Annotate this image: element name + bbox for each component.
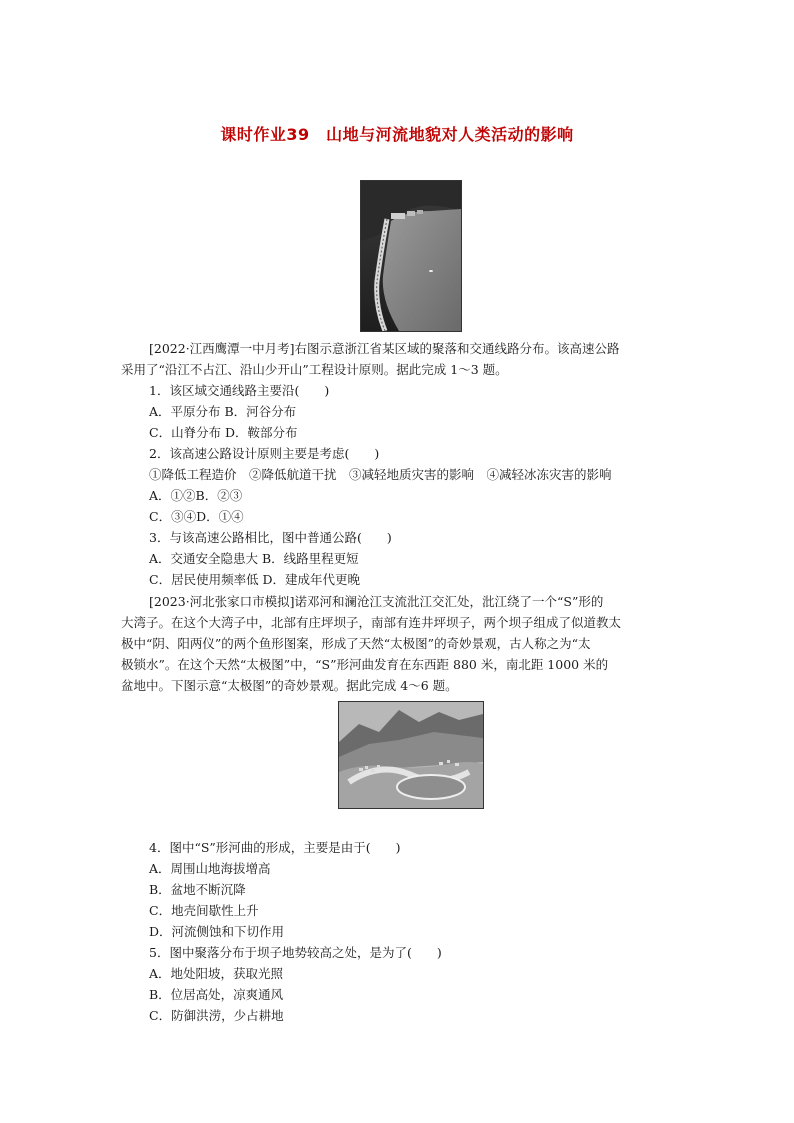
question-line: 1．该区域交通线路主要沿( ): [149, 383, 330, 398]
option-line: C．防御洪涝，少占耕地: [149, 1008, 284, 1023]
page-title: 课时作业39 山地与河流地貌对人类活动的影响: [220, 125, 574, 144]
highway-river-illustration: [361, 181, 461, 331]
option-line: A．交通安全隐患大 B．线路里程更短: [149, 551, 359, 566]
text-line: 采用了“沿江不占江、沿山少开山”工程设计原则。据此完成 1～3 题。: [121, 362, 508, 377]
statement-line: ①降低工程造价 ②降低航道干扰 ③减轻地质灾害的影响 ④减轻冰冻灾害的影响: [149, 467, 612, 482]
option-line: C．③④D．①④: [149, 509, 244, 524]
taiji-landscape-illustration: [339, 702, 483, 808]
option-line: B．盆地不断沉降: [149, 882, 246, 897]
option-line: C．地壳间歇性上升: [149, 903, 259, 918]
text-line: 极中“阴、阳两仪”的两个鱼形图案，形成了天然“太极图”的奇妙景观，古人称之为“太: [121, 636, 591, 651]
option-line: A．周围山地海拔增高: [149, 861, 271, 876]
option-line: B．位居高处，凉爽通风: [149, 987, 284, 1002]
option-line: A．平原分布 B．河谷分布: [149, 404, 297, 419]
option-line: C．山脊分布 D．鞍部分布: [149, 425, 298, 440]
question-line: 3．与该高速公路相比，图中普通公路( ): [149, 530, 392, 545]
text-line: 盆地中。下图示意“太极图”的奇妙景观。据此完成 4～6 题。: [121, 678, 458, 693]
text-line: [2022·江西鹰潭一中月考]右图示意浙江省某区域的聚落和交通线路分布。该高速公路: [149, 341, 620, 356]
taiji-landscape-photo: [338, 701, 484, 809]
question-line: 5．图中聚落分布于坝子地势较高之处，是为了( ): [149, 945, 442, 960]
option-line: A．地处阳坡，获取光照: [149, 966, 284, 981]
question-line: 4．图中“S”形河曲的形成，主要是由于( ): [149, 840, 401, 855]
text-line: 大湾子。在这个大湾子中，北部有庄坪坝子，南部有连井坪坝子，两个坝子组成了似道教太: [121, 615, 622, 630]
question-line: 2．该高速公路设计原则主要是考虑( ): [149, 446, 380, 461]
text-line: 极锁水”。在这个天然“太极图”中，“S”形河曲发育在东西距 880 米，南北距 1000 米的: [121, 657, 609, 672]
option-line: D．河流侧蚀和下切作用: [149, 924, 285, 939]
text-line: [2023·河北张家口市模拟]诺邓河和澜沧江支流沘江交汇处，沘江绕了一个“S”形的: [149, 594, 604, 609]
option-line: C．居民使用频率低 D．建成年代更晚: [149, 572, 361, 587]
option-line: A．①②B．②③: [149, 488, 243, 503]
highway-river-photo: [360, 180, 462, 332]
